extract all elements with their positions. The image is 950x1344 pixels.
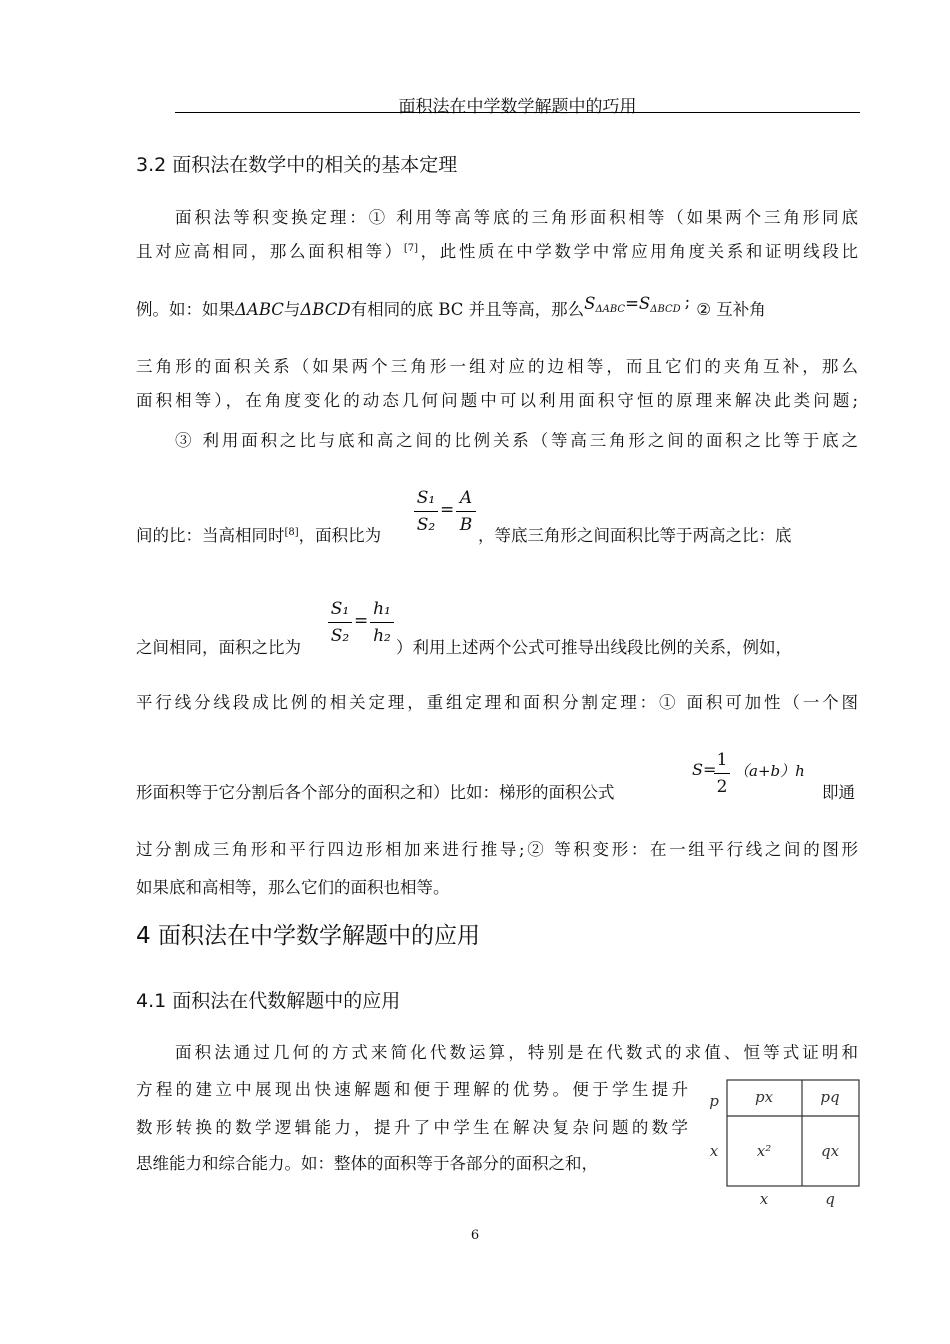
math-equals: = xyxy=(354,611,369,631)
text-fragment: 且对应高相同，那么面积相等） xyxy=(136,242,404,261)
text-line: 平行线分线段成比例的相关定理，重组定理和面积分割定理：① 面积可加性（一个图 xyxy=(136,693,858,712)
text-line xyxy=(136,292,858,321)
math-equals: = xyxy=(625,294,639,313)
fraction-denominator: S₂ xyxy=(416,515,436,535)
section-3-2-heading: 3.2 面积法在数学中的相关的基本定理 xyxy=(136,154,458,176)
text-line: 三角形的面积关系（如果两个三角形一组对应的边相等，而且它们的夹角互补，那么 xyxy=(136,357,858,376)
fraction-denominator: B xyxy=(459,515,473,535)
chapter-4-heading: 4 面积法在中学数学解题中的应用 xyxy=(136,923,480,949)
fraction-bar xyxy=(328,622,352,623)
col-label-q: q xyxy=(825,1190,835,1208)
text-line: 如果底和高相等，那么它们的面积也相等。 xyxy=(136,878,450,897)
text-fragment: 与 xyxy=(283,300,301,319)
header-rule xyxy=(175,112,860,113)
text-fragment: 有相同的底 BC 并且等高，那么 xyxy=(350,300,585,319)
text-line: 过分割成三角形和平行四边形相加来进行推导;② 等积变形：在一组平行线之间的图形 xyxy=(136,840,858,859)
text-line: 之间相同，面积之比为 xyxy=(136,638,301,657)
row-label-x: x xyxy=(709,1142,719,1160)
math-area-abc: $S_{\Delta ABC}$ xyxy=(584,294,626,315)
math-area-bcd: $S_{\Delta BCD}$ xyxy=(638,294,681,315)
text-line: 即通 xyxy=(822,783,855,802)
fraction-numerator: h₁ xyxy=(373,599,391,619)
text-line: 数形转换的数学逻辑能力，提升了中学生在解决复杂问题的数学 xyxy=(136,1118,688,1137)
col-label-x: x xyxy=(759,1190,769,1208)
section-4-1-heading: 4.1 面积法在代数解题中的应用 xyxy=(136,990,401,1012)
math-triangle-bcd: ΔBCD xyxy=(300,300,351,319)
fraction-numerator: A xyxy=(459,488,473,508)
page-number: 6 xyxy=(470,1228,480,1243)
text-fragment: ，此性质在中学数学中常应用角度关系和证明线段比 xyxy=(418,242,859,261)
math-equals: = xyxy=(440,500,455,520)
text-fragment: ② 互补角 xyxy=(696,300,766,319)
row-label-p: p xyxy=(709,1092,719,1110)
math-trapezoid-lhs: S= xyxy=(692,760,717,779)
fraction-bar xyxy=(456,511,476,512)
text-fragment: 例。如：如果 xyxy=(136,300,235,319)
text-line: ）利用上述两个公式可推导出线段比例的关系，例如， xyxy=(396,638,792,657)
fraction-bar xyxy=(714,773,730,774)
area-cell-px: px xyxy=(754,1088,774,1106)
fraction-numerator: 1 xyxy=(716,750,728,770)
area-cell-pq: pq xyxy=(820,1088,840,1106)
text-line: 思维能力和综合能力。如：整体的面积等于各部分的面积之和， xyxy=(136,1154,598,1173)
fraction-bar xyxy=(414,511,438,512)
math-subscript: ΔBCD xyxy=(650,304,681,315)
math-semicolon: ; xyxy=(684,292,691,311)
fraction-denominator: S₂ xyxy=(330,626,350,646)
fraction-denominator: 2 xyxy=(716,777,728,797)
text-line: ③ 利用面积之比与底和高之间的比例关系（等高三角形之间的面积之比等于底之 xyxy=(175,431,858,450)
math-trapezoid-rest: （a+b）h xyxy=(734,762,805,780)
text-fragment: ，面积比为 xyxy=(298,526,382,545)
text-line: 形面积等于它分割后各个部分的面积之和）比如：梯形的面积公式 xyxy=(136,783,615,802)
citation: [8] xyxy=(284,527,299,538)
fraction-denominator: h₂ xyxy=(373,626,391,646)
text-line: 面积法等积变换定理：① 利用等高等底的三角形面积相等（如果两个三角形同底 xyxy=(175,208,858,227)
text-line: 面积相等），在角度变化的动态几何问题中可以利用面积守恒的原理来解决此类问题; xyxy=(136,391,858,410)
fraction-bar xyxy=(370,622,394,623)
area-cell-x-squared: x² xyxy=(756,1142,772,1160)
fraction-numerator: S₁ xyxy=(330,599,350,619)
area-cell-qx: qx xyxy=(820,1142,840,1160)
text-line: 面积法通过几何的方式来简化代数运算，特别是在代数式的求值、恒等式证明和 xyxy=(175,1043,858,1062)
text-fragment: 间的比：当高相同时 xyxy=(136,526,285,545)
math-triangle-abc: ΔABC xyxy=(235,300,284,319)
citation: [7] xyxy=(403,243,418,254)
fraction-numerator: S₁ xyxy=(416,488,436,508)
text-line: ，等底三角形之间面积比等于两高之比：底 xyxy=(478,526,792,545)
text-line: 方程的建立中展现出快速解题和便于理解的优势。便于学生提升 xyxy=(136,1080,688,1099)
area-model-figure xyxy=(700,1074,870,1216)
running-header: 面积法在中学数学解题中的巧用 xyxy=(398,97,637,117)
math-subscript: ΔABC xyxy=(595,304,626,315)
text-line xyxy=(136,238,858,262)
